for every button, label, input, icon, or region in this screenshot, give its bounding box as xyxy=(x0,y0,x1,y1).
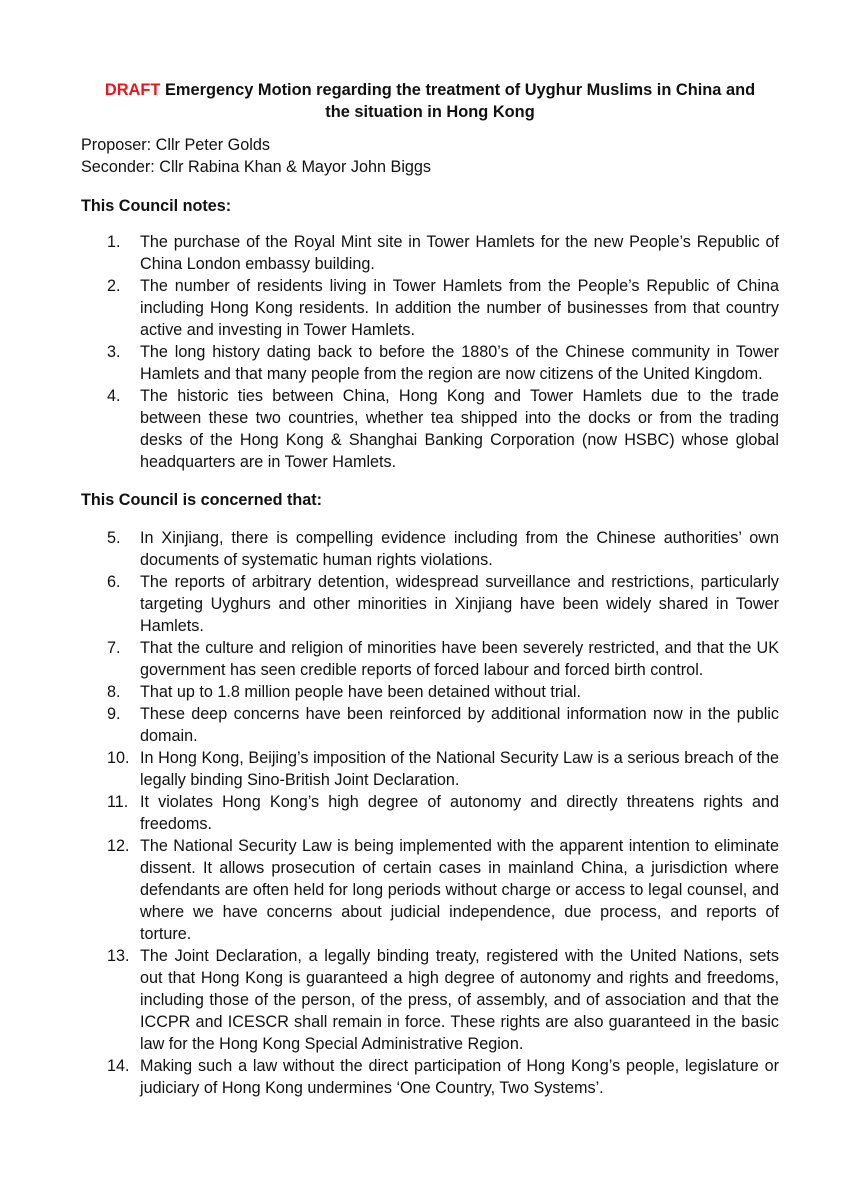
item-text: That up to 1.8 million people have been detained without trial. xyxy=(140,683,581,701)
list-item xyxy=(81,1055,779,1099)
list-item xyxy=(81,945,779,1055)
item-number: 10. xyxy=(107,749,130,767)
item-text: These deep concerns have been reinforced by additional information now in the public domain. xyxy=(140,705,779,745)
draft-label: DRAFT xyxy=(104,81,161,99)
title-line-2: the situation in Hong Kong xyxy=(325,103,535,121)
item-number: 14. xyxy=(107,1057,130,1075)
list-item xyxy=(81,703,779,747)
list-item xyxy=(81,637,779,681)
list-item xyxy=(81,791,779,835)
item-text: That the culture and religion of minorities have been severely restricted, and that the UK government has seen credible reports of forced labour and forced birth control. xyxy=(140,639,779,679)
notes-heading: This Council notes: xyxy=(81,197,232,215)
list-item xyxy=(81,835,779,945)
list-item xyxy=(81,385,779,473)
item-number: 11. xyxy=(107,793,129,811)
concerns-heading: This Council is concerned that: xyxy=(81,491,323,509)
list-item xyxy=(81,747,779,791)
item-number: 12. xyxy=(107,837,130,855)
item-number: 5. xyxy=(107,529,121,547)
notes-list xyxy=(81,231,779,473)
item-text: The purchase of the Royal Mint site in Tower Hamlets for the new People’s Republic of China London embassy building. xyxy=(140,233,779,273)
item-text: In Hong Kong, Beijing’s imposition of the National Security Law is a serious breach of the legally binding Sino-British Joint Declaration. xyxy=(140,749,779,789)
list-item xyxy=(81,681,779,703)
item-number: 3. xyxy=(107,343,121,361)
item-number: 8. xyxy=(107,683,121,701)
list-item xyxy=(81,275,779,341)
item-number: 2. xyxy=(107,277,121,295)
item-text: Making such a law without the direct participation of Hong Kong’s people, legislature or judiciary of Hong Kong undermines ‘One Country, Two Systems’. xyxy=(140,1057,779,1097)
title-line-1: Emergency Motion regarding the treatment of Uyghur Muslims in China and xyxy=(164,81,756,99)
item-text: The National Security Law is being implemented with the apparent intention to eliminate dissent. It allows prosecution of certain cases in mainland China, a jurisdiction where defendants are often held for long periods without charge or access to legal counsel, and where we have concerns about judicial independence, due process, and reports of torture. xyxy=(140,837,779,943)
item-text: The Joint Declaration, a legally binding treaty, registered with the United Nations, sets out that Hong Kong is guaranteed a high degree of autonomy and rights and freedoms, including those of the person, of the press, of assembly, and of association and that the ICCPR and ICESCR shall remain in force. These rights are also guaranteed in the basic law for the Hong Kong Special Administrative Region. xyxy=(140,947,779,1053)
list-item xyxy=(81,571,779,637)
list-item xyxy=(81,341,779,385)
item-text: In Xinjiang, there is compelling evidence including from the Chinese authorities’ own documents of systematic human rights violations. xyxy=(140,529,779,569)
item-text: The historic ties between China, Hong Kong and Tower Hamlets due to the trade between these two countries, whether tea shipped into the docks or from the trading desks of the Hong Kong & Shanghai Banking Corporation (now HSBC) whose global headquarters are in Tower Hamlets. xyxy=(140,387,779,471)
concerns-list xyxy=(81,527,779,1099)
document-title xyxy=(81,79,779,123)
item-text: It violates Hong Kong’s high degree of autonomy and directly threatens rights and freedoms. xyxy=(140,793,779,833)
list-item xyxy=(81,527,779,571)
item-number: 6. xyxy=(107,573,121,591)
seconder: Seconder: Cllr Rabina Khan & Mayor John Biggs xyxy=(81,158,432,176)
item-text: The long history dating back to before the 1880’s of the Chinese community in Tower Hamlets and that many people from the region are now citizens of the United Kingdom. xyxy=(140,343,779,383)
list-item xyxy=(81,231,779,275)
item-text: The number of residents living in Tower Hamlets from the People’s Republic of China including Hong Kong residents. In addition the number of businesses from that country active and investing in Tower Hamlets. xyxy=(140,277,779,339)
item-text: The reports of arbitrary detention, widespread surveillance and restrictions, particularly targeting Uyghurs and other minorities in Xinjiang have been widely shared in Tower Hamlets. xyxy=(140,573,779,635)
proposer: Proposer: Cllr Peter Golds xyxy=(81,136,270,154)
item-number: 1. xyxy=(107,233,121,251)
item-number: 7. xyxy=(107,639,121,657)
item-number: 9. xyxy=(107,705,121,723)
item-number: 13. xyxy=(107,947,130,965)
item-number: 4. xyxy=(107,387,121,405)
